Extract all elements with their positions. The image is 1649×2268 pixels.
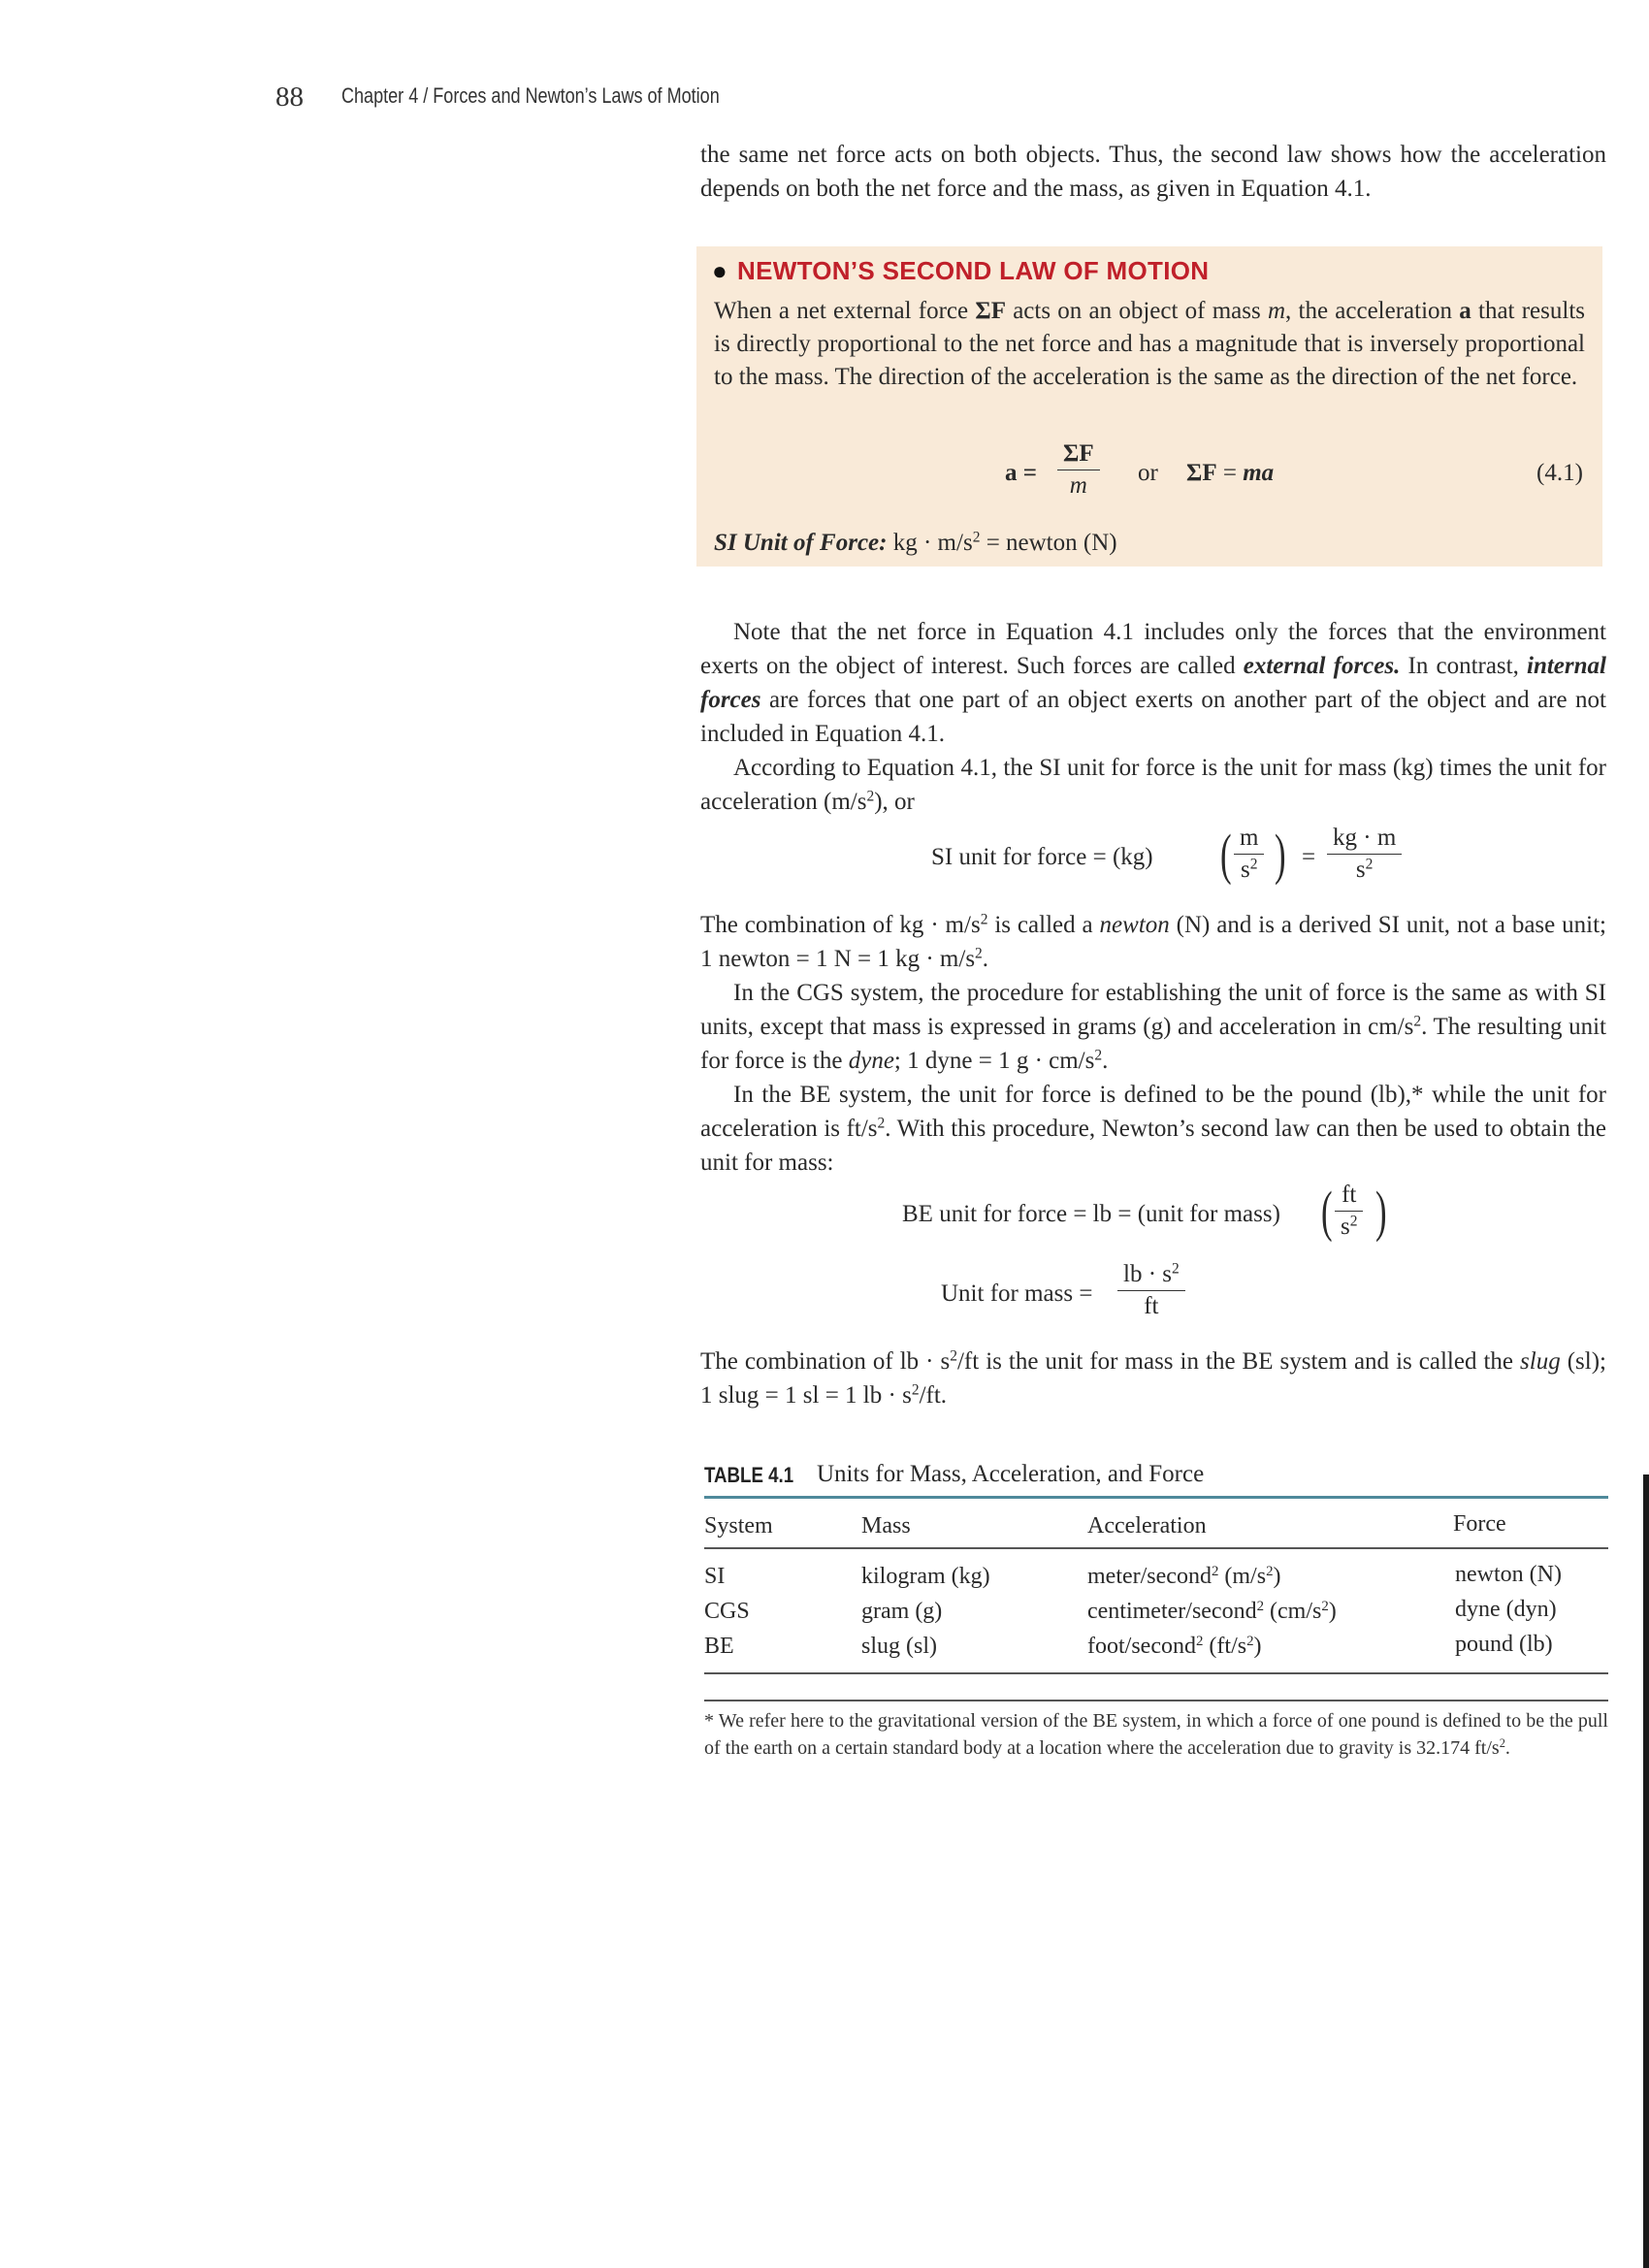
eq-rhs-ma: ma	[1243, 460, 1275, 486]
callout-body	[714, 295, 1585, 394]
table-cell-system: SI	[704, 1564, 726, 1589]
table-header-acceleration: Acceleration	[1087, 1513, 1207, 1539]
superscript: 2	[866, 788, 875, 805]
bullet-icon: ●	[712, 256, 728, 285]
table-cell-system: CGS	[704, 1599, 750, 1624]
footnote	[704, 1707, 1608, 1762]
eq2-fraction-2	[1327, 823, 1402, 886]
text: ), or	[874, 789, 915, 815]
table-top-rule	[704, 1496, 1608, 1499]
equation-be-unit-force	[902, 1178, 1406, 1255]
body-paragraphs-3	[700, 1345, 1606, 1412]
table-cell-mass: gram (g)	[861, 1599, 943, 1624]
table-cell-force: dyne (dyn)	[1455, 1597, 1557, 1622]
term-internal-forces: internal forces	[700, 653, 1606, 713]
superscript: 2	[1094, 1047, 1103, 1064]
scan-edge-shadow	[1643, 1474, 1649, 2268]
body-paragraphs-1	[700, 615, 1606, 819]
den-text: s	[1240, 857, 1250, 883]
callout-title	[712, 256, 1209, 286]
text: In the BE system, the unit for force is defined to be the pound (lb),* while the unit for acceleration is ft/s	[700, 1082, 1606, 1142]
equation-si-unit-force	[931, 821, 1416, 898]
eq2-numerator-1: m	[1234, 823, 1264, 855]
callout-text: that results is directly proportional to the net force and has a magnitude that is inversely proportional to the mass. The direction of the acceleration is the same as the direction of the net force.	[714, 298, 1585, 390]
paragraph-external-forces	[700, 615, 1606, 751]
superscript: 2	[1172, 1260, 1180, 1278]
eq2-numerator-2: kg · m	[1327, 823, 1402, 855]
callout-title-text: NEWTON’S SECOND LAW OF MOTION	[737, 256, 1210, 285]
callout-text: , the acceleration	[1285, 298, 1460, 324]
text: The combination of kg · m/s	[700, 912, 981, 938]
table-header-rule	[704, 1547, 1608, 1549]
superscript: 2	[1246, 1633, 1254, 1649]
eq3-label: BE unit for force = lb = (unit for mass)	[902, 1201, 1280, 1227]
text: /ft is the unit for mass in the BE system and is called the	[956, 1348, 1521, 1375]
text: In contrast,	[1400, 653, 1528, 679]
callout-text: acts on an object of mass	[1005, 298, 1268, 324]
si-unit-of-force	[714, 530, 1117, 557]
text: The combination of lb · s	[700, 1348, 951, 1375]
footnote-text: .	[1504, 1737, 1510, 1759]
term-slug: slug	[1520, 1348, 1561, 1375]
den-text: s	[1341, 1214, 1350, 1240]
table-bottom-rule	[704, 1672, 1608, 1674]
eq2-label: SI unit for force = (kg)	[931, 844, 1153, 870]
text: is called a	[987, 912, 1100, 938]
text: are forces that one part of an object exerts on another part of the object and are not included in Equation 4.1.	[700, 687, 1606, 747]
superscript: 2	[1349, 1213, 1358, 1230]
running-head: Chapter 4 / Forces and Newton’s Laws of Motion	[341, 83, 720, 108]
text: /ft.	[919, 1382, 948, 1409]
equation-number: (4.1)	[1536, 460, 1583, 486]
table-caption	[704, 1461, 1205, 1488]
eq2-equals: =	[1302, 844, 1316, 870]
superscript: 2	[877, 1115, 886, 1132]
table-4-1	[704, 1463, 1608, 1678]
paragraph-si-unit	[700, 751, 1606, 819]
text: In the CGS system, the procedure for establishing the unit of force is the same as with SI units, except that mass is expressed in grams (g) and acceleration in cm/s	[700, 980, 1606, 1040]
eq-fraction	[1057, 438, 1100, 502]
superscript: 2	[1499, 1736, 1505, 1751]
newtons-second-law-callout	[696, 246, 1602, 567]
table-header-mass: Mass	[861, 1513, 911, 1539]
term-newton: newton	[1099, 912, 1170, 938]
term-external-forces: external forces.	[1243, 653, 1401, 679]
superscript: 2	[911, 1381, 920, 1399]
superscript: 2	[1321, 1598, 1329, 1614]
right-paren: )	[1375, 1180, 1387, 1243]
num-text: lb · s	[1123, 1261, 1172, 1287]
table-cell-acceleration	[1087, 1564, 1281, 1590]
accel-text: centimeter/second	[1087, 1599, 1257, 1624]
accel-text: (m/s	[1218, 1564, 1267, 1589]
equation-unit-for-mass	[941, 1257, 1251, 1335]
body-paragraphs-2	[700, 908, 1606, 1180]
eq2-fraction-1	[1234, 823, 1264, 886]
paragraph-slug	[700, 1345, 1606, 1412]
accel-text: (cm/s	[1264, 1599, 1322, 1624]
text: According to Equation 4.1, the SI unit for force is the unit for mass (kg) times the unit for acceleration (m/s	[700, 755, 1606, 815]
accel-text: meter/second	[1087, 1564, 1212, 1589]
left-paren: (	[1220, 823, 1232, 886]
eq4-denominator: ft	[1144, 1293, 1159, 1319]
text: . With this procedure, Newton’s second law can then be used to obtain the unit for mass:	[700, 1116, 1606, 1176]
superscript: 2	[950, 1347, 957, 1365]
text: (sl); 1 slug = 1 sl = 1 lb · s	[700, 1348, 1606, 1409]
acceleration-symbol: a	[1459, 298, 1471, 324]
table-cell-force: newton (N)	[1455, 1562, 1562, 1587]
intro-paragraph	[700, 138, 1606, 206]
eq3-denominator	[1335, 1212, 1363, 1243]
table-cell-force: pound (lb)	[1455, 1632, 1553, 1657]
paragraph-be	[700, 1078, 1606, 1180]
table-title: Units for Mass, Acceleration, and Force	[817, 1461, 1205, 1487]
eq-rhs-sum: ΣF	[1186, 460, 1217, 486]
si-value: kg · m/s	[892, 530, 973, 556]
superscript: 2	[1266, 1563, 1274, 1579]
den-text: s	[1355, 857, 1366, 883]
superscript: 2	[1365, 856, 1374, 873]
term-dyne: dyne	[848, 1048, 894, 1074]
eq4-label: Unit for mass =	[941, 1280, 1093, 1307]
accel-text: foot/second	[1087, 1634, 1196, 1659]
superscript: 2	[1211, 1563, 1219, 1579]
superscript: 2	[972, 529, 981, 546]
footnote-text: * We refer here to the gravitational version of the BE system, in which a force of one pound is defined to be the pull of the earth on a certain standard body at a location where the acceleration due to gravity is 32.174 ft/s	[704, 1710, 1608, 1759]
superscript: 2	[975, 945, 983, 962]
text: (N) and is a derived SI unit, not a base unit; 1 newton = 1 N = 1 kg · m/s	[700, 912, 1607, 972]
superscript: 2	[1256, 1598, 1265, 1614]
text: Note that the net force in Equation 4.1 includes only the forces that the environment exerts on the object of interest. Such forces are called	[700, 619, 1606, 679]
table-cell-mass: kilogram (kg)	[861, 1564, 990, 1589]
accel-text: )	[1253, 1634, 1262, 1659]
text: ; 1 dyne = 1 g · cm/s	[893, 1048, 1095, 1074]
eq2-denominator-1	[1234, 855, 1264, 886]
eq4-fraction	[1117, 1259, 1185, 1322]
left-paren: (	[1321, 1180, 1333, 1243]
table-label: TABLE 4.1	[704, 1463, 794, 1487]
eq-lhs: a =	[1005, 460, 1037, 486]
equation-4-1	[696, 438, 1602, 516]
eq-rhs-equals: =	[1216, 460, 1244, 486]
text: .	[1102, 1048, 1109, 1074]
eq-rhs	[1186, 460, 1274, 487]
page-number: 88	[275, 81, 304, 113]
eq-denominator: m	[1069, 472, 1087, 499]
footnote-rule	[704, 1700, 1608, 1701]
superscript: 2	[980, 911, 988, 928]
mass-symbol: m	[1267, 298, 1286, 324]
text: .	[982, 946, 989, 972]
eq-or: or	[1138, 460, 1158, 486]
table-cell-system: BE	[704, 1634, 734, 1659]
text: . The resulting unit for force is the	[700, 1014, 1607, 1074]
table-header-force: Force	[1453, 1511, 1506, 1537]
callout-text: When a net external force	[714, 298, 976, 324]
eq-numerator: ΣF	[1057, 438, 1100, 470]
sum-f-symbol: ΣF	[975, 298, 1006, 324]
accel-text: )	[1328, 1599, 1337, 1624]
accel-text: )	[1273, 1564, 1281, 1589]
table-header-system: System	[704, 1513, 773, 1539]
eq2-denominator-2	[1327, 855, 1402, 886]
table-cell-acceleration	[1087, 1634, 1262, 1660]
accel-text: (ft/s	[1203, 1634, 1247, 1659]
si-label: SI Unit of Force:	[714, 530, 888, 556]
superscript: 2	[1413, 1013, 1422, 1030]
si-value: = newton (N)	[980, 530, 1117, 556]
eq4-numerator	[1117, 1259, 1185, 1291]
superscript: 2	[1249, 856, 1258, 873]
paragraph-newton	[700, 908, 1606, 976]
eq3-numerator: ft	[1335, 1180, 1363, 1212]
paragraph-cgs	[700, 976, 1606, 1078]
table-cell-acceleration	[1087, 1599, 1337, 1625]
table-cell-mass: slug (sl)	[861, 1634, 937, 1659]
right-paren: )	[1275, 823, 1286, 886]
eq3-fraction	[1335, 1180, 1363, 1243]
intro-text: the same net force acts on both objects. Thus, the second law shows how the acceleration depends on both the net force and the mass, as given in Equation 4.1.	[700, 142, 1606, 202]
superscript: 2	[1195, 1633, 1204, 1649]
